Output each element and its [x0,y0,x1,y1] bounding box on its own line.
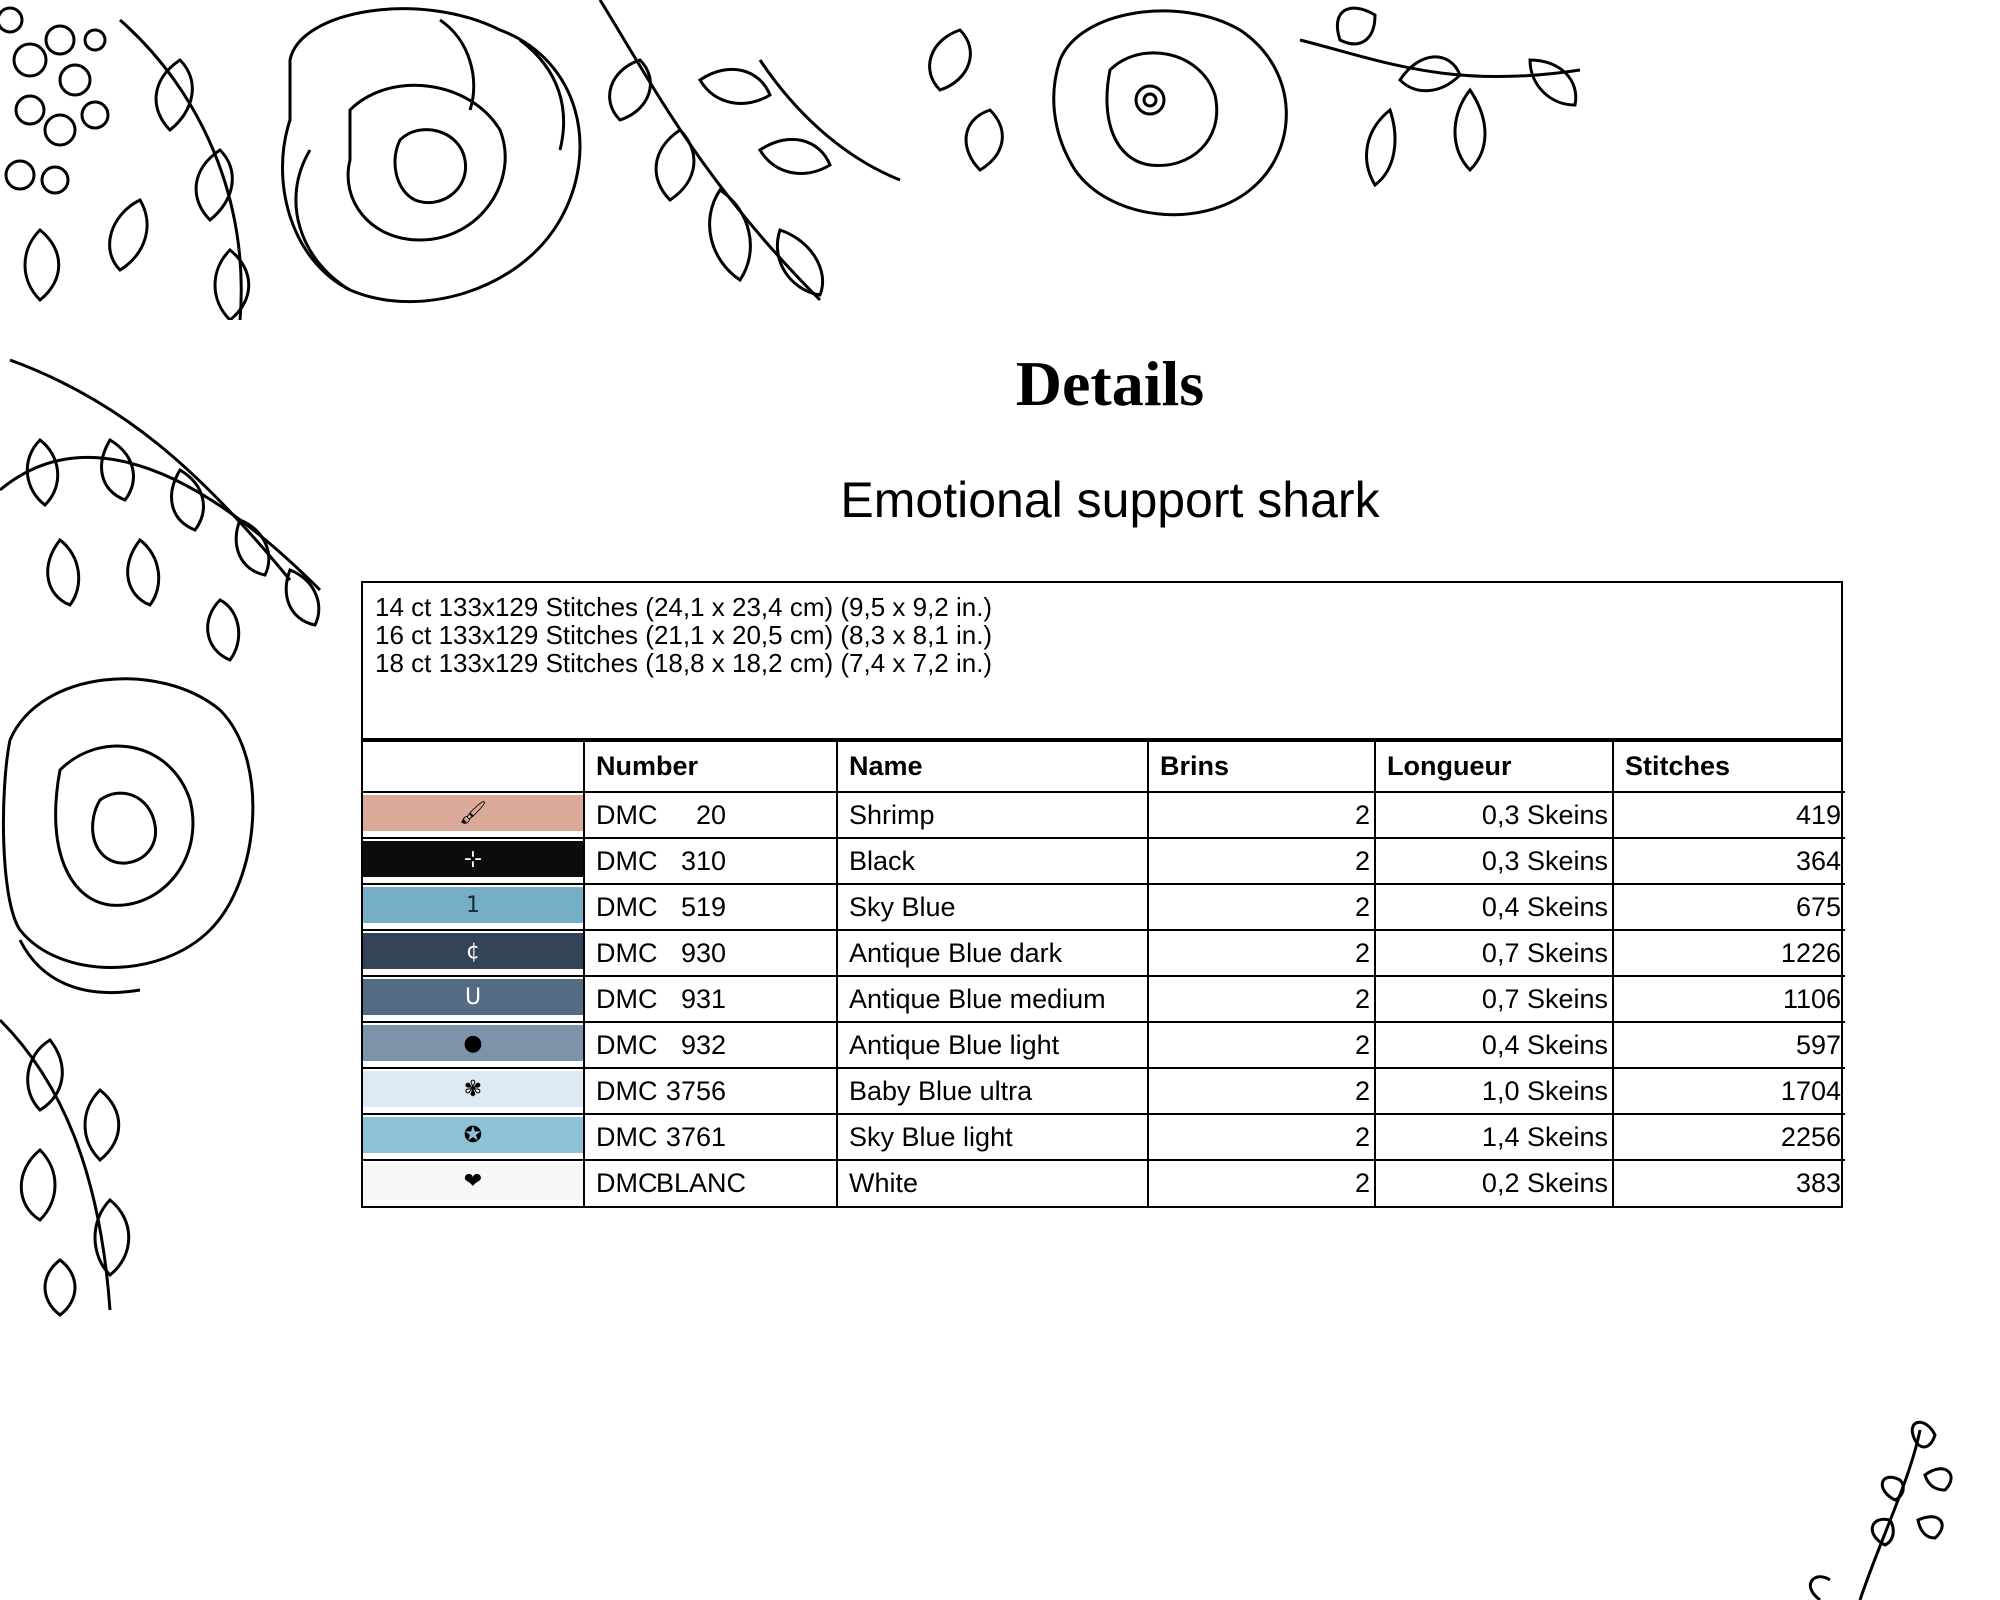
floss-brand: DMC [596,983,658,1014]
column-header-longueur: Longueur [1375,742,1613,792]
floss-brand: DMC [596,1075,658,1106]
floss-number-cell [584,930,837,976]
column-header-stitches: Stitches [1613,742,1845,792]
column-header-number: Number [584,742,837,792]
table-row [363,1068,1845,1114]
color-swatch-cell [363,1114,584,1160]
floss-number-cell [584,1022,837,1068]
floss-number-cell [584,1160,837,1206]
page-title: Details [1015,348,1205,419]
floss-brins-cell: 2 [1148,976,1375,1022]
floss-code: BLANC [656,1168,747,1198]
stitch-symbol-icon: ✪ [463,1122,483,1148]
floss-code: 519 [680,891,726,922]
stitch-symbol-icon: ● [463,1030,483,1056]
floss-stitches-cell: 675 [1613,884,1845,930]
color-swatch-cell [363,1160,584,1206]
floss-brins-cell: 2 [1148,1022,1375,1068]
floss-longueur-cell: 0,4 Skeins [1375,884,1613,930]
stitch-size-14ct: 14 ct 133x129 Stitches (24,1 x 23,4 cm) (9,5 x 9,2 in.) [375,592,993,622]
color-swatch [363,1163,583,1200]
hydrangea-cluster-illustration [0,8,108,193]
column-header-name: Name [837,742,1148,792]
table-row [363,930,1845,976]
floss-longueur-cell: 0,2 Skeins [1375,1160,1613,1206]
table-row [363,884,1845,930]
floss-name-cell: Antique Blue light [837,1022,1148,1068]
floss-stitches-cell: 1106 [1613,976,1845,1022]
rose-illustration [1054,11,1287,215]
floral-sprig-illustration [1800,1420,2000,1600]
stitch-symbol-icon: U [464,984,482,1010]
floss-longueur-cell: 0,4 Skeins [1375,1022,1613,1068]
column-header-brins: Brins [1148,742,1375,792]
color-swatch [363,795,583,831]
floss-brins-cell: 2 [1148,1068,1375,1114]
floss-number-cell [584,884,837,930]
floss-longueur-cell: 0,3 Skeins [1375,838,1613,884]
floss-code: 930 [680,937,726,968]
floss-number-cell [584,976,837,1022]
floss-name-cell: Antique Blue medium [837,976,1148,1022]
floss-number-cell [584,1114,837,1160]
floss-name-cell: White [837,1160,1148,1206]
stitch-symbol-icon: ❤ [463,1169,483,1194]
floss-brand: DMC [596,799,658,830]
floss-brand: DMC [596,1121,658,1152]
floss-stitches-cell: 1704 [1613,1068,1845,1114]
floss-longueur-cell: 0,7 Skeins [1375,976,1613,1022]
floss-longueur-cell: 1,0 Skeins [1375,1068,1613,1114]
color-swatch-cell [363,1068,584,1114]
floss-longueur-cell: 0,3 Skeins [1375,792,1613,838]
table-row [363,1160,1845,1206]
floss-name-cell: Sky Blue light [837,1114,1148,1160]
floss-brins-cell: 2 [1148,884,1375,930]
color-swatch [363,1071,583,1107]
table-header-row [363,742,1845,792]
floss-brins-cell: 2 [1148,1160,1375,1206]
floss-stitches-cell: 1226 [1613,930,1845,976]
color-swatch-cell [363,884,584,930]
stitch-symbol-icon: ⊹ [463,846,483,872]
floss-name-cell: Baby Blue ultra [837,1068,1148,1114]
table-row [363,976,1845,1022]
floss-code: 310 [680,845,726,876]
color-swatch-cell [363,976,584,1022]
floss-stitches-cell: 2256 [1613,1114,1845,1160]
floss-brins-cell: 2 [1148,930,1375,976]
table-row [363,838,1845,884]
stitch-size-list [363,583,1841,742]
floss-name-cell: Antique Blue dark [837,930,1148,976]
column-header-swatch [363,742,584,792]
pattern-details-sheet [361,581,1843,1208]
floss-code: 20 [695,799,726,830]
color-swatch [363,979,583,1015]
color-swatch [363,887,583,923]
table-row [363,1022,1845,1068]
rose-illustration [3,679,252,993]
pattern-name: Emotional support shark [840,472,1380,528]
color-swatch-cell [363,792,584,838]
table-row [363,1114,1845,1160]
stitch-symbol-icon: 🖌 [459,800,487,826]
floss-brand: DMC [596,891,658,922]
floss-stitches-cell: 419 [1613,792,1845,838]
floss-number-cell [584,838,837,884]
floral-border-top-illustration [0,0,1600,320]
color-swatch-cell [363,930,584,976]
stitch-symbol-icon: ✾ [463,1076,483,1102]
floss-brand: DMC [596,1029,658,1060]
floss-longueur-cell: 1,4 Skeins [1375,1114,1613,1160]
color-swatch-cell [363,1022,584,1068]
stitch-size-18ct: 18 ct 133x129 Stitches (18,8 x 18,2 cm) (7,4 x 7,2 in.) [375,648,993,678]
color-swatch [363,933,583,969]
floss-stitches-cell: 383 [1613,1160,1845,1206]
floss-stitches-cell: 597 [1613,1022,1845,1068]
floss-table [363,742,1845,1206]
floss-longueur-cell: 0,7 Skeins [1375,930,1613,976]
floss-code: 931 [680,983,726,1014]
floss-number-cell [584,792,837,838]
floss-name-cell: Sky Blue [837,884,1148,930]
floss-brins-cell: 2 [1148,792,1375,838]
floss-brand: DMC [596,1168,658,1198]
floss-brins-cell: 2 [1148,838,1375,884]
floss-name-cell: Black [837,838,1148,884]
stitch-symbol-icon: ¢ [466,938,480,964]
table-row [363,792,1845,838]
floss-brins-cell: 2 [1148,1114,1375,1160]
floss-code: 3756 [665,1075,726,1106]
stitch-size-16ct: 16 ct 133x129 Stitches (21,1 x 20,5 cm) (8,3 x 8,1 in.) [375,620,993,650]
rose-illustration [283,9,581,302]
color-swatch [363,1025,583,1061]
floss-brand: DMC [596,845,658,876]
color-swatch [363,1117,583,1153]
color-swatch-cell [363,838,584,884]
color-swatch [363,841,583,877]
floss-code: 932 [680,1029,726,1060]
stitch-symbol-icon: 1 [466,892,480,918]
floss-stitches-cell: 364 [1613,838,1845,884]
floss-code: 3761 [665,1121,726,1152]
floss-brand: DMC [596,937,658,968]
floss-name-cell: Shrimp [837,792,1148,838]
floss-number-cell [584,1068,837,1114]
